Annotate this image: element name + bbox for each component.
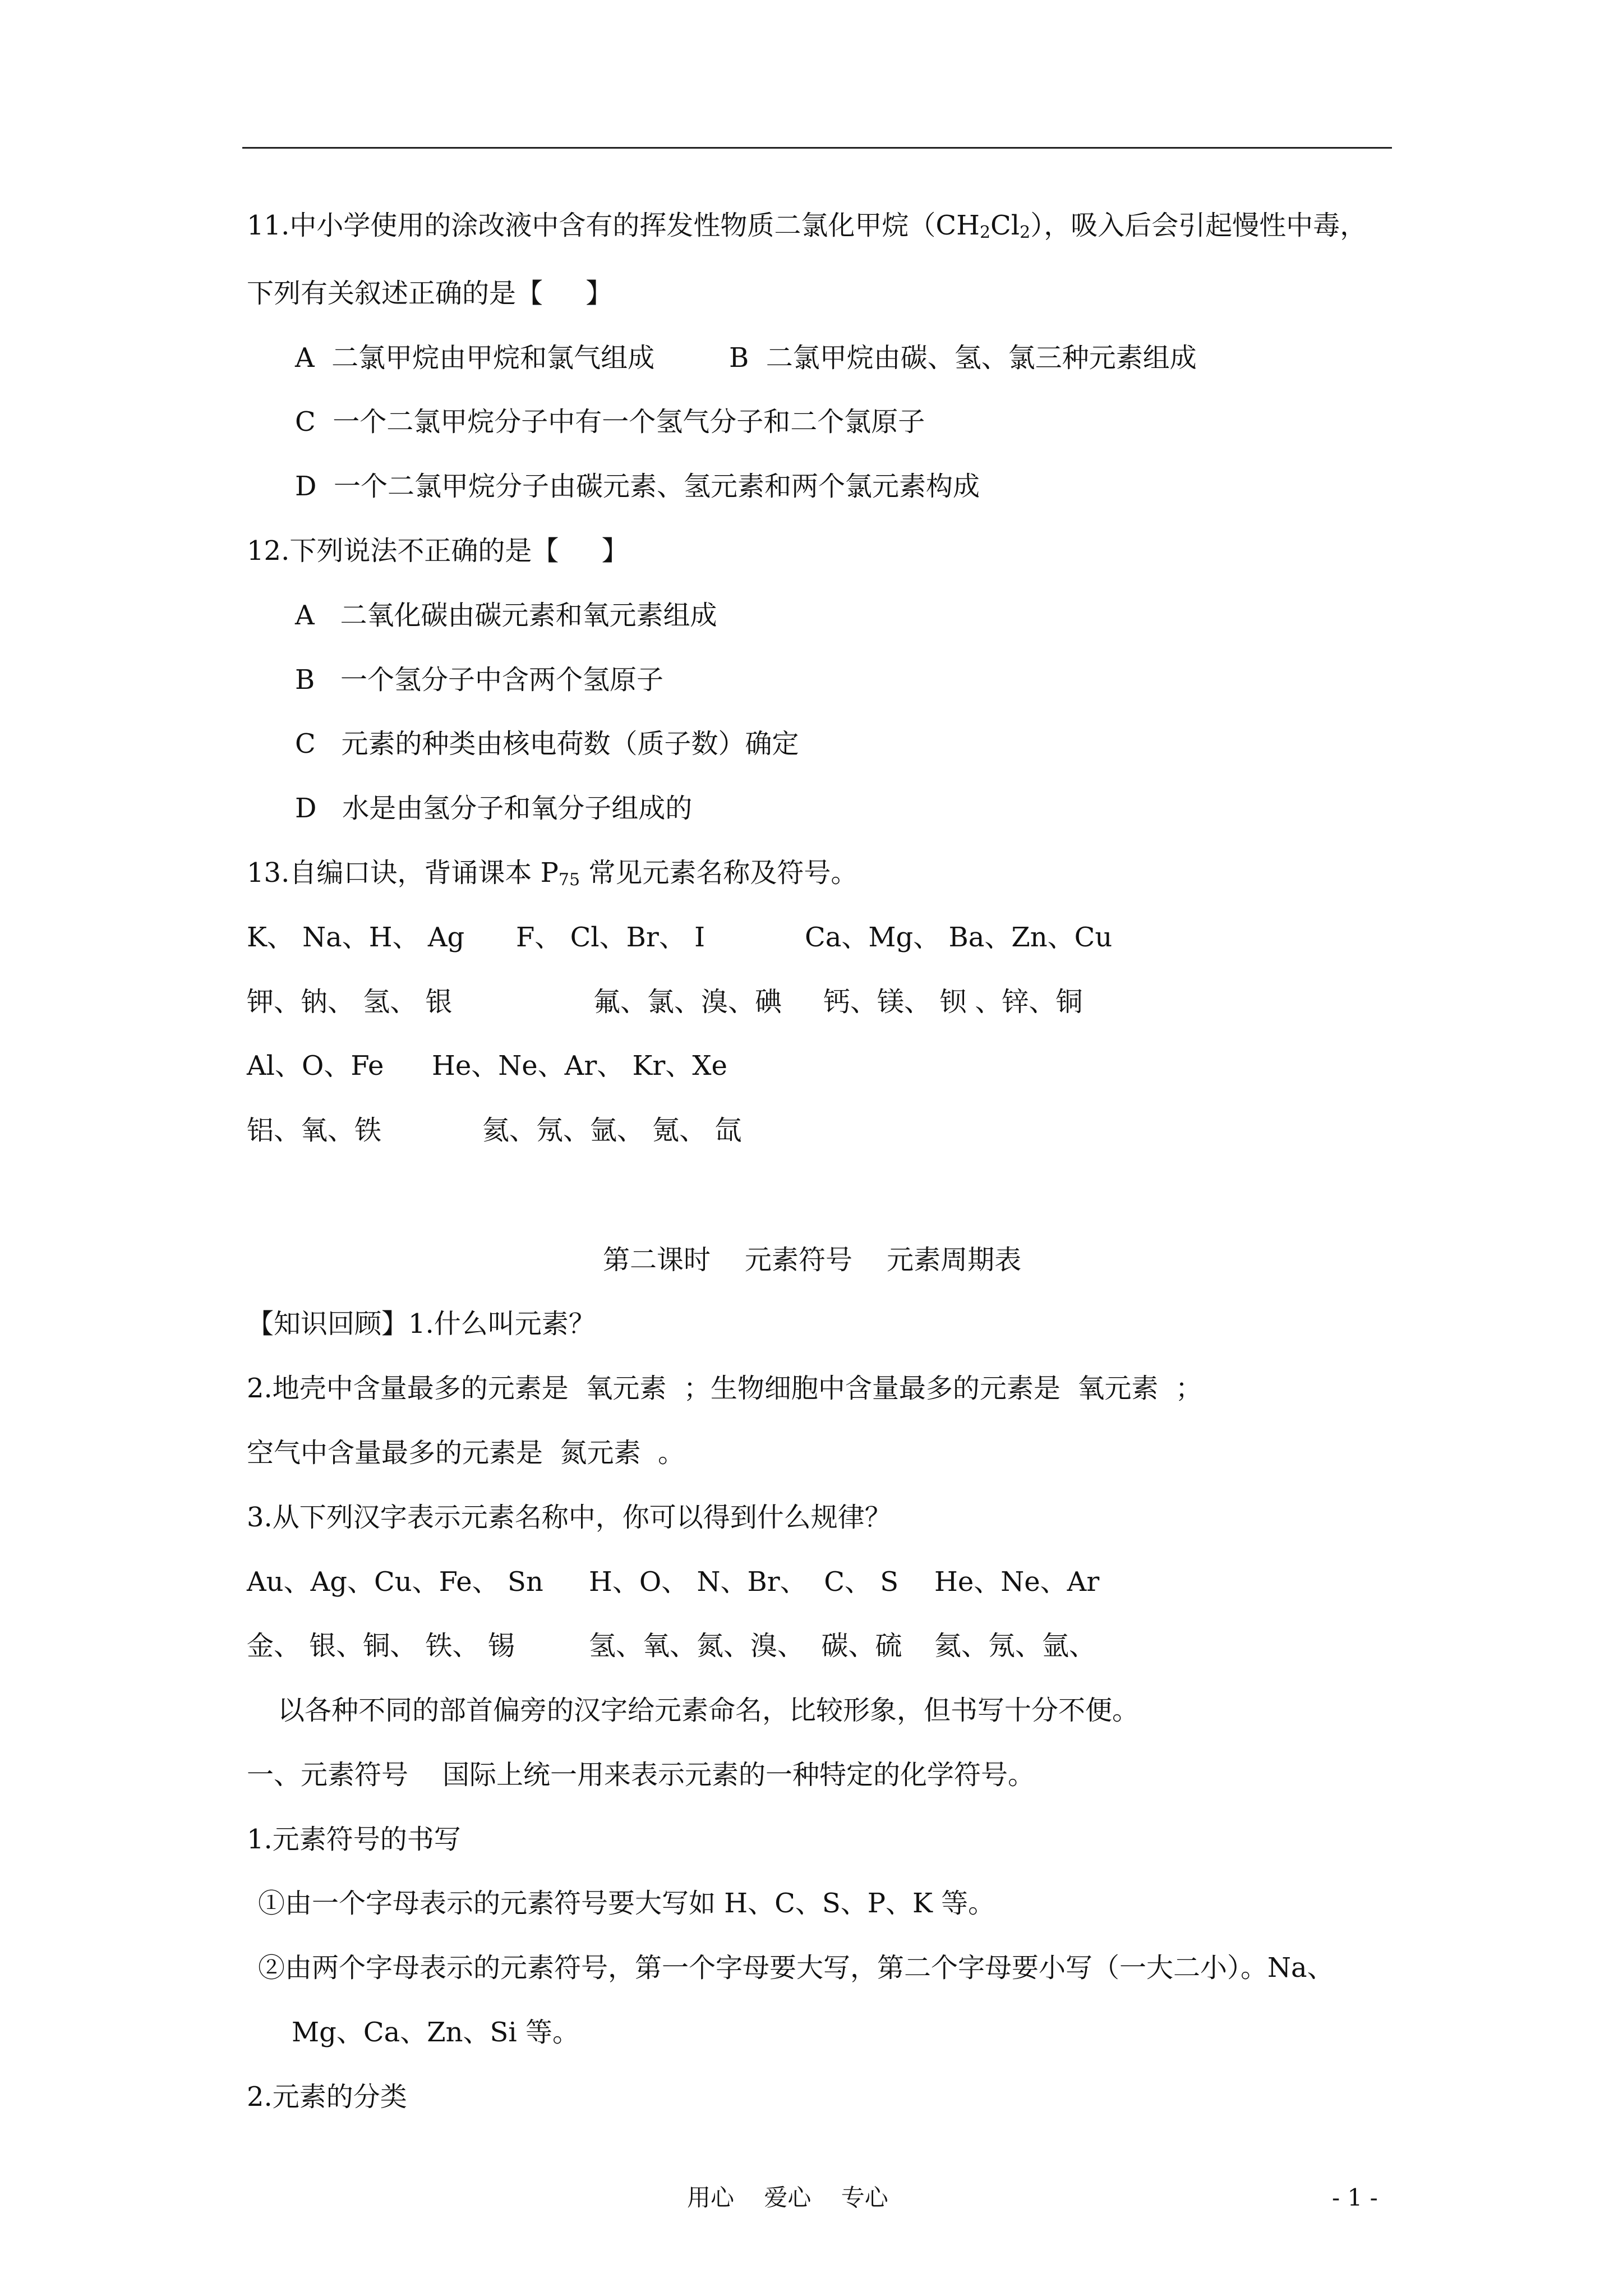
q3-name-row: 金、 银、铜、 铁、 锡 氢、氧、氮、溴、 碳、硫 氦、氖、氩、 — [247, 1630, 1096, 1662]
q12-option-b: B 一个氢分子中含两个氢原子 — [295, 664, 664, 696]
q12-option-a: A 二氧化碳由碳元素和氧元素组成 — [295, 600, 717, 631]
q13-stem: 13.自编口诀，背诵课本 $P_{75}$ 常见元素名称及符号。 — [247, 857, 858, 890]
q13-symbol-row-2: Al、O、Fe He、Ne、Ar、 Kr、Xe — [247, 1050, 727, 1082]
subsection-element-classification: 2.元素的分类 — [247, 2081, 407, 2113]
q13-name-row-2: 铝、氧、铁 氦、氖、氩、 氪、 氙 — [247, 1115, 742, 1146]
q11-option-b: B 二氯甲烷由碳、氢、氯三种元素组成 — [729, 342, 1197, 374]
review-q3: 3.从下列汉字表示元素名称中，你可以得到什么规律？ — [247, 1502, 892, 1533]
rule-two-letter-line1: ②由两个字母表示的元素符号，第一个字母要大写，第二个字母要小写（一大二小）。Na、 — [258, 1952, 1334, 1984]
q11-option-d: D 一个二氯甲烷分子由碳元素、氢元素和两个氯元素构成 — [295, 471, 980, 502]
q3-answer: 以各种不同的部首偏旁的汉字给元素命名，比较形象，但书写十分不便。 — [278, 1695, 1140, 1726]
rule-single-letter: ①由一个字母表示的元素符号要大写如 H、C、S、P、K 等。 — [258, 1888, 995, 1919]
footer-motto: 用心 爱心 专心 — [687, 2184, 888, 2211]
q11-stem-line1: 11.中小学使用的涂改液中含有的挥发性物质二氯化甲烷$(CH_2Cl_2)$，吸入后会引起慢性中毒， — [247, 210, 1367, 242]
q13-name-row-1: 钾、钠、 氢、 银 氟、氯、溴、碘 钙、镁、 钡 、锌、铜 — [247, 986, 1083, 1018]
q3-symbol-row: Au、Ag、Cu、Fe、 Sn H、O、 N、Br、 C、 S He、Ne、Ar — [247, 1566, 1100, 1598]
q11-stem-line2: 下列有关叙述正确的是【 】 — [247, 278, 613, 309]
review-q2-line2: 空气中含量最多的元素是 氮元素 。 — [247, 1437, 685, 1469]
section-element-symbol: 一、元素符号 国际上统一用来表示元素的一种特定的化学符号。 — [247, 1759, 1035, 1791]
review-q2-line1: 2.地壳中含量最多的元素是 氧元素 ；生物细胞中含量最多的元素是 氧元素 ； — [247, 1373, 1202, 1404]
header-rule — [242, 147, 1392, 149]
rule-two-letter-line2: Mg、Ca、Zn、Si 等。 — [292, 2017, 579, 2048]
subsection-symbol-writing: 1.元素符号的书写 — [247, 1824, 461, 1855]
q12-option-c: C 元素的种类由核电荷数（质子数）确定 — [295, 728, 799, 760]
lesson-title: 第二课时 元素符号 元素周期表 — [603, 1244, 1022, 1276]
q11-option-c: C 一个二氯甲烷分子中有一个氢气分子和二个氯原子 — [295, 406, 925, 438]
q12-option-d: D 水是由氢分子和氧分子组成的 — [295, 793, 693, 824]
knowledge-review: 【知识回顾】1.什么叫元素？ — [247, 1308, 596, 1340]
q13-symbol-row-1: K、 Na、H、 Ag F、 Cl、Br、 I Ca、Mg、 Ba、Zn、Cu — [247, 922, 1113, 953]
q11-option-a: A 二氯甲烷由甲烷和氯气组成 — [295, 342, 655, 374]
q12-stem: 12.下列说法不正确的是【 】 — [247, 535, 629, 567]
page-number: - 1 - — [1332, 2184, 1378, 2211]
